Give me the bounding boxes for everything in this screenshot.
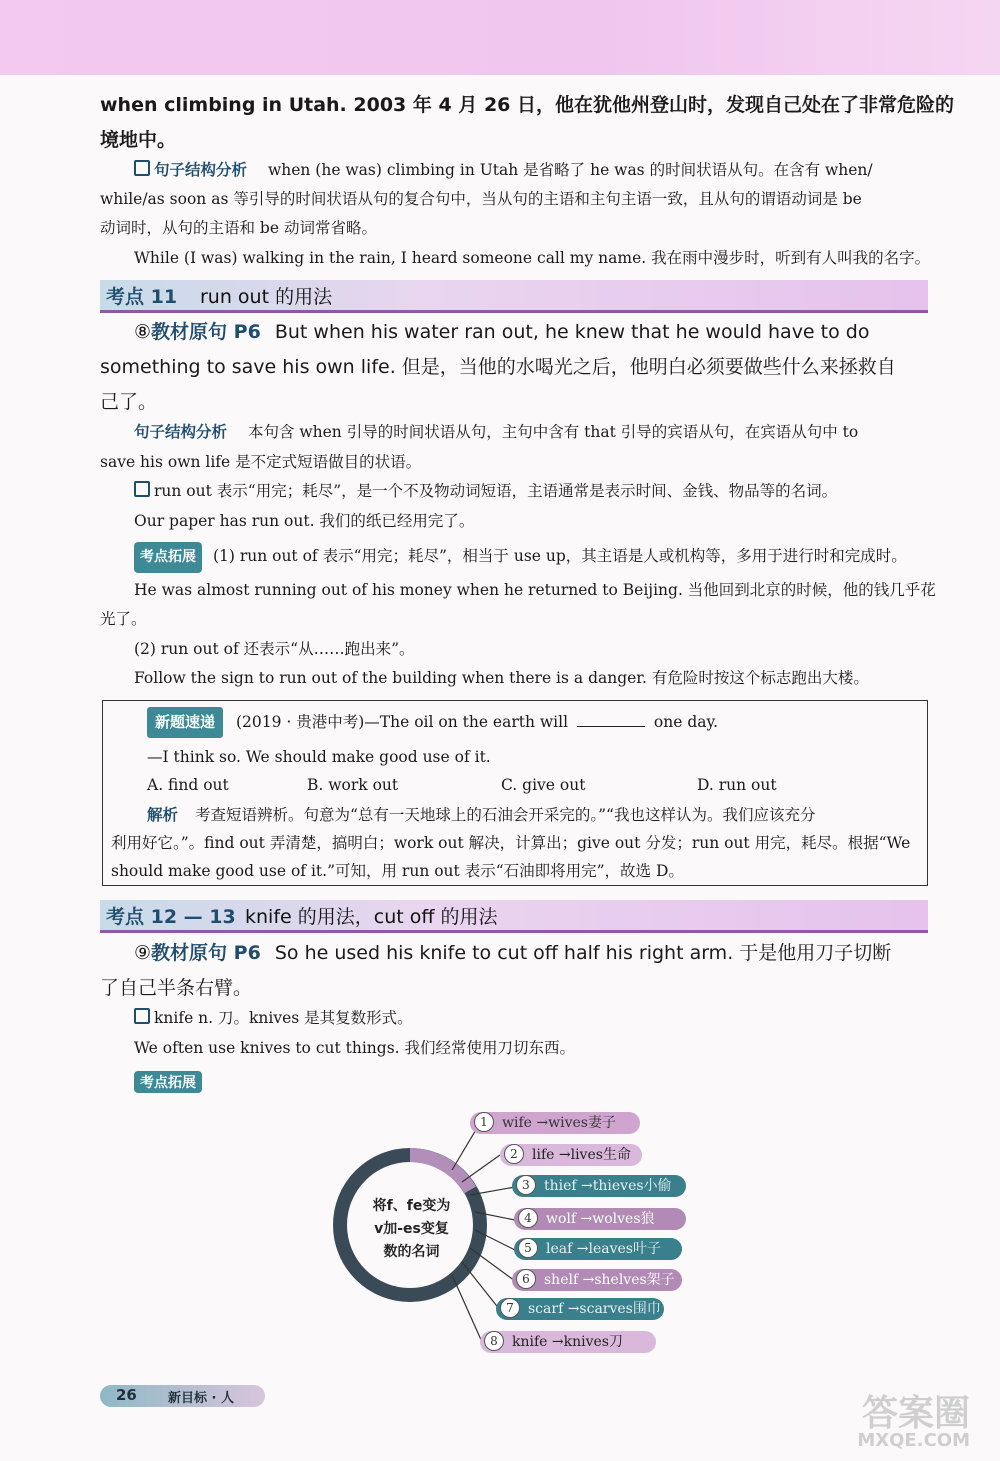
diagram-item bbox=[470, 1112, 640, 1134]
answer-text-1: 考查短语辨析。句意为“总有一天地球上的石油会开采完的。”“我也这样认为。我们应该充分 bbox=[194, 806, 816, 824]
s11-ext-line-2: He was almost running out of his money when he returned to Beijing. 当他回到北京的时候，他的钱几乎花 bbox=[134, 581, 936, 599]
s11-note-2: Our paper has run out. 我们的纸已经用完了。 bbox=[134, 512, 475, 530]
source-text-1: But when his water ran out, he knew that he would have to do bbox=[274, 321, 870, 343]
s11-ext-line-3: 光了。 bbox=[100, 610, 147, 628]
watermark-logo: 答案圈 bbox=[861, 1393, 970, 1434]
quiz-q1-end: one day. bbox=[653, 713, 719, 731]
item-number: 3 bbox=[516, 1175, 536, 1195]
item-text: scarf →scarves围巾 bbox=[528, 1301, 661, 1317]
item-text: wolf →wolves狼 bbox=[546, 1211, 655, 1227]
bullet-icon bbox=[134, 481, 150, 497]
page-number: 26 bbox=[116, 1386, 137, 1404]
intro-analysis-line-2: while/as soon as 等引导的时间状语从句的复合句中，当从句的主语和主句主语一致，且从句的谓语动词是 be bbox=[100, 190, 862, 208]
intro-line-2: 境地中。 bbox=[100, 129, 177, 151]
item-number: 4 bbox=[518, 1208, 538, 1228]
source-label: 教材原句 P6 bbox=[151, 942, 261, 964]
s11-source-line-2: something to save his own life. 但是，当他的水喝光之后，他明白必须要做些什么来拯救自 bbox=[100, 356, 896, 378]
s11-ext-line-5: Follow the sign to run out of the building when there is a danger. 有危险时按这个标志跑出大楼。 bbox=[134, 669, 869, 687]
ext-text-1: (1) run out of 表示“用完；耗尽”，相当于 use up，其主语是人或机构等，多用于进行时和完成时。 bbox=[212, 547, 907, 565]
section-11-header bbox=[100, 280, 928, 313]
diagram-item bbox=[514, 1238, 682, 1260]
quiz-answer-line-1 bbox=[147, 801, 815, 830]
center-line-3: 数的名词 bbox=[383, 1244, 440, 1260]
note-text: run out 表示“用完；耗尽”，是一个不及物动词短语，主语通常是表示时间、金钱、物品等的名词。 bbox=[154, 482, 838, 500]
intro-analysis-line-3: 动词时，从句的主语和 be 动词常省略。 bbox=[100, 219, 377, 237]
footer-pill bbox=[100, 1385, 265, 1407]
item-text: life →lives生命 bbox=[532, 1147, 631, 1163]
diagram-item bbox=[496, 1298, 664, 1320]
section-11-title: run out 的用法 bbox=[200, 286, 333, 308]
option-b: B. work out bbox=[307, 776, 399, 794]
diagram-item bbox=[512, 1269, 682, 1291]
diagram-item bbox=[514, 1208, 686, 1230]
source-number: ⑧ bbox=[134, 321, 152, 343]
s11-ext-line-1 bbox=[134, 542, 907, 573]
intro-analysis-line-1 bbox=[134, 156, 873, 185]
s11-analysis-line-1 bbox=[134, 418, 858, 447]
s12-note-2: We often use knives to cut things. 我们经常使用刀切东西。 bbox=[134, 1039, 576, 1057]
section-12-key: 考点 12 — 13 bbox=[106, 906, 236, 928]
item-number: 6 bbox=[516, 1269, 536, 1289]
diagram-item bbox=[480, 1331, 656, 1353]
quiz-answer-line-2: 利用好它。”。find out 弄清楚，搞明白；work out 解决，计算出；give out 分发；run out 用完，耗尽。根据“We bbox=[111, 834, 911, 852]
item-text: shelf →shelves架子 bbox=[544, 1272, 675, 1288]
s11-source-line-1 bbox=[134, 315, 869, 350]
section-11-key: 考点 11 bbox=[106, 286, 178, 308]
extension-tag: 考点拓展 bbox=[134, 542, 202, 573]
diagram-ring-accent bbox=[410, 1155, 470, 1190]
quiz-question-line-1 bbox=[147, 707, 718, 738]
bullet-icon bbox=[134, 1008, 150, 1024]
quiz-tag: 新题速递 bbox=[147, 707, 223, 738]
option-c: C. give out bbox=[501, 776, 586, 794]
quiz-q2: —I think so. We should make good use of it. bbox=[147, 748, 491, 766]
bullet-icon bbox=[134, 160, 150, 176]
quiz-answer-line-3: should make good use of it.”可知，用 run out 表示“石油即将用完”，故选 D。 bbox=[111, 862, 684, 880]
item-text: thief →thieves小偷 bbox=[544, 1178, 672, 1194]
s12-ext-tag-wrap bbox=[134, 1071, 202, 1093]
item-number: 5 bbox=[518, 1238, 538, 1258]
source-label: 教材原句 P6 bbox=[151, 321, 261, 343]
s12-source-line-2: 了自己半条右臂。 bbox=[100, 977, 253, 999]
s12-note-1 bbox=[134, 1004, 413, 1033]
item-text: wife →wives妻子 bbox=[502, 1115, 616, 1131]
item-number: 7 bbox=[500, 1298, 520, 1318]
analysis-text-1: 本句含 when 引导的时间状语从句，主句中含有 that 引导的宾语从句，在宾语从句中 to bbox=[247, 423, 859, 441]
section-12-title: knife 的用法，cut off 的用法 bbox=[245, 906, 498, 928]
analysis-tag: 句子结构分析 bbox=[134, 423, 228, 441]
top-decorative-band bbox=[0, 0, 1000, 75]
s12-source-line-1 bbox=[134, 936, 891, 971]
option-d: D. run out bbox=[697, 776, 777, 794]
item-number: 2 bbox=[504, 1144, 524, 1164]
item-number: 8 bbox=[484, 1331, 504, 1351]
item-text: leaf →leaves叶子 bbox=[546, 1241, 661, 1257]
center-line-1: 将f、fe变为 bbox=[372, 1198, 451, 1214]
option-a: A. find out bbox=[147, 776, 229, 794]
source-text-1: So he used his knife to cut off half his right arm. 于是他用刀子切断 bbox=[274, 942, 892, 964]
analysis-tag: 句子结构分析 bbox=[154, 161, 248, 179]
diagram-center-label bbox=[354, 1195, 469, 1264]
answer-tag: 解析 bbox=[147, 806, 179, 824]
intro-example: While (I was) walking in the rain, I heard someone call my name. 我在雨中漫步时，听到有人叫我的名字。 bbox=[134, 249, 931, 267]
extension-tag: 考点拓展 bbox=[134, 1071, 202, 1093]
center-line-2: v加-es变复 bbox=[374, 1221, 449, 1237]
s11-analysis-line-2: save his own life 是不定式短语做目的状语。 bbox=[100, 453, 422, 471]
quiz-box bbox=[102, 700, 928, 886]
note-text: knife n. 刀。knives 是其复数形式。 bbox=[154, 1009, 413, 1027]
watermark-url: MXQE.COM bbox=[857, 1430, 970, 1451]
s11-source-line-3: 己了。 bbox=[100, 391, 158, 413]
source-number: ⑨ bbox=[134, 942, 152, 964]
item-number: 1 bbox=[474, 1112, 494, 1132]
analysis-text-1: when (he was) climbing in Utah 是省略了 he was 的时间状语从句。在含有 when/ bbox=[267, 161, 873, 179]
book-name: 新目标 · 人 bbox=[168, 1391, 234, 1406]
quiz-q1: (2019 · 贵港中考)—The oil on the earth will bbox=[235, 713, 569, 731]
section-12-header bbox=[100, 900, 928, 933]
answer-blank bbox=[577, 712, 645, 727]
s11-ext-line-4: (2) run out of 还表示“从……跑出来”。 bbox=[134, 640, 415, 658]
s11-note-1 bbox=[134, 477, 837, 506]
intro-line-1: when climbing in Utah. 2003 年 4 月 26 日，他在犹他州登山时，发现自己处在了非常危险的 bbox=[100, 94, 955, 116]
diagram-item bbox=[512, 1175, 686, 1197]
diagram-item bbox=[500, 1144, 642, 1166]
item-text: knife →knives刀 bbox=[512, 1334, 623, 1350]
